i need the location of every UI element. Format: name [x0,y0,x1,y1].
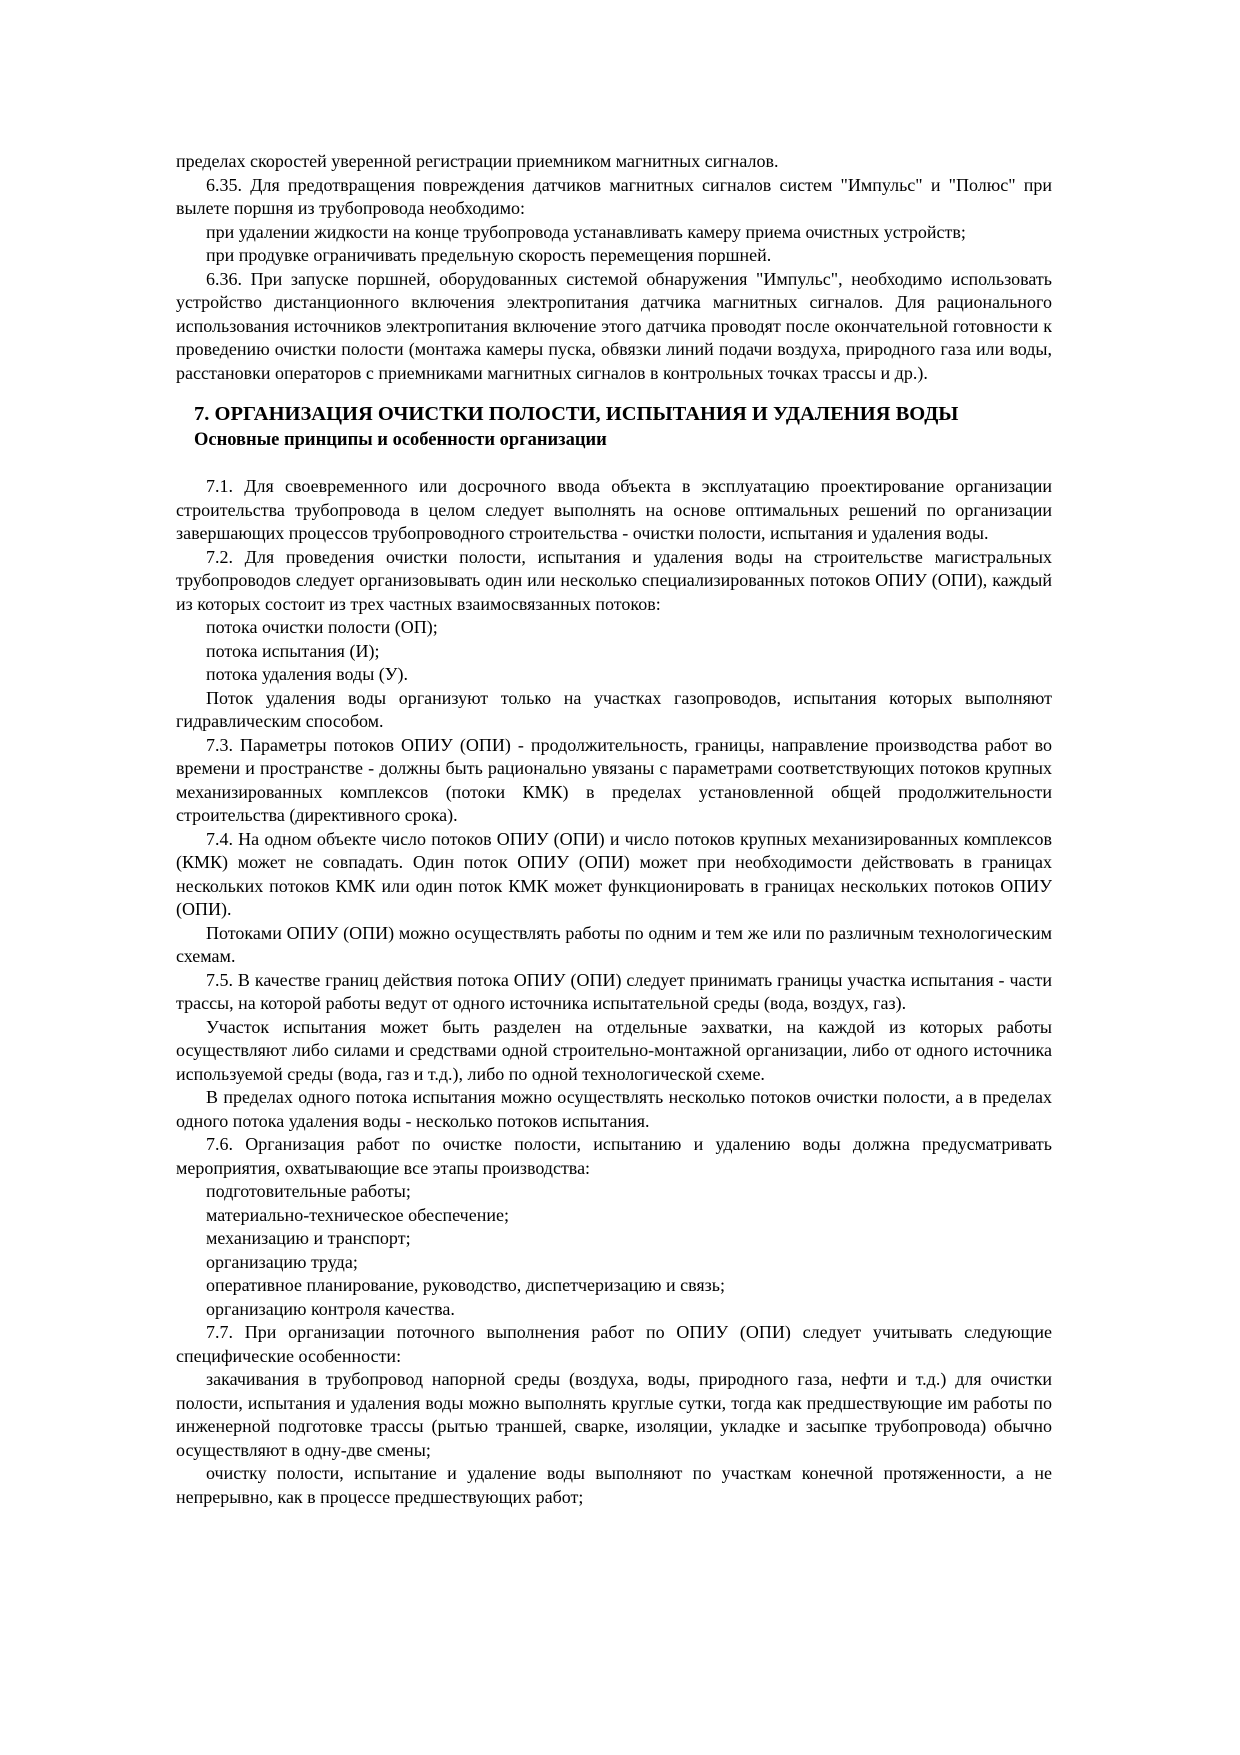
section-heading: 7. ОРГАНИЗАЦИЯ ОЧИСТКИ ПОЛОСТИ, ИСПЫТАНИЯ И УДАЛЕНИЯ ВОДЫ [194,403,959,425]
paragraph: 7.6. Организация работ по очистке полости, испытанию и удалению воды должна предусматривать мероприятия, охватывающие все этапы производства: [176,1134,1052,1178]
list-item: материально-техническое обеспечение; [206,1204,509,1225]
list-item: подготовительные работы; [206,1181,411,1201]
paragraph: 6.36. При запуске поршней, оборудованных системой обнаружения "Импульс", необходимо использовать устройство дистанционного включения электропитания датчика магнитных сигналов. Для рационального использования источников электропитания включение этого датчика проводят после окончательной готовности к проведению очистки полости (монтажа камеры пуска, обвязки линий подачи воздуха, природного газа или воды, расстановки операторов с приемниками магнитных сигналов в контрольных точках трассы и др.). [176,268,1052,383]
paragraph: пределах скоростей уверенной регистрации приемником магнитных сигналов. [176,151,779,171]
paragraph: при удалении жидкости на конце трубопровода устанавливать камеру приема очистных устройств; [206,221,966,242]
paragraph: Потоками ОПИУ (ОПИ) можно осуществлять работы по одним и тем же или по различным технологическим схемам. [176,922,1052,966]
paragraph: закачивания в трубопровод напорной среды (воздуха, воды, природного газа, нефти и т.д.) для очистки полости, испытания и удаления воды можно выполнять круглые сутки, тогда как предшествующие им работы по инженерной подготовке трассы (рытью траншей, сварке, изоляции, укладке и засыпке трубопровода) обычно осуществляют в одну-две смены; [176,1369,1052,1460]
paragraph: 7.7. При организации поточного выполнения работ по ОПИУ (ОПИ) следует учитывать следующие специфические особенности: [176,1322,1052,1366]
paragraph: 7.3. Параметры потоков ОПИУ (ОПИ) - продолжительность, границы, направление производства работ во времени и пространстве - должны быть рационально увязаны с параметрами соответствующих потоков крупных механизированных комплексов (потоки КМК) в пределах установленной общей продолжительности строительства (директивного срока). [176,734,1052,825]
list-item: оперативное планирование, руководство, диспетчеризацию и связь; [206,1275,725,1295]
list-item: потока испытания (И); [206,640,380,661]
list-item: организацию труда; [206,1251,358,1272]
paragraph: Участок испытания может быть разделен на отдельные эахватки, на каждой из которых работы осуществляют либо силами и средствами одной строительно-монтажной организации, либо от одного источника используемой среды (вода, газ и т.д.), либо по одной технологической схеме. [176,1016,1052,1084]
paragraph: В пределах одного потока испытания можно осуществлять несколько потоков очистки полости, а в пределах одного потока удаления воды - несколько потоков испытания. [176,1087,1052,1131]
paragraph: 7.4. На одном объекте число потоков ОПИУ (ОПИ) и число потоков крупных механизированных комплексов (КМК) может не совпадать. Один поток ОПИУ (ОПИ) может при необходимости действовать в границах нескольких потоков КМК или один поток КМК может функционировать в границах нескольких потоков ОПИУ (ОПИ). [176,828,1052,919]
paragraph: 7.2. Для проведения очистки полости, испытания и удаления воды на строительстве магистральных трубопроводов следует организовывать один или несколько специализированных потоков ОПИУ (ОПИ), каждый из которых состоит из трех частных взаимосвязанных потоков: [176,546,1052,614]
document-content [176,150,1052,1509]
list-item: механизацию и транспорт; [206,1228,411,1248]
section-subheading: Основные принципы и особенности организации [194,430,607,450]
paragraph: 7.5. В качестве границ действия потока ОПИУ (ОПИ) следует принимать границы участка испытания - части трассы, на которой работы ведут от одного источника испытательной среды (вода, воздух, газ). [176,969,1052,1013]
paragraph: 7.1. Для своевременного или досрочного ввода объекта в эксплуатацию проектирование организации строительства трубопровода в целом следует выполнять на основе оптимальных решений по организации завершающих процессов трубопроводного строительства - очистки полости, испытания и удаления воды. [176,476,1052,543]
list-item: организацию контроля качества. [206,1298,455,1319]
paragraph: Поток удаления воды организуют только на участках газопроводов, испытания которых выполняют гидравлическим способом. [176,687,1052,731]
paragraph: при продувке ограничивать предельную скорость перемещения поршней. [206,245,772,265]
list-item: потока удаления воды (У). [206,664,409,684]
list-item: потока очистки полости (ОП); [206,617,438,637]
paragraph: 6.35. Для предотвращения повреждения датчиков магнитных сигналов систем "Импульс" и "Полюс" при вылете поршня из трубопровода необходимо: [176,174,1052,218]
paragraph: очистку полости, испытание и удаление воды выполняют по участкам конечной протяженности, а не непрерывно, как в процессе предшествующих работ; [176,1463,1052,1507]
